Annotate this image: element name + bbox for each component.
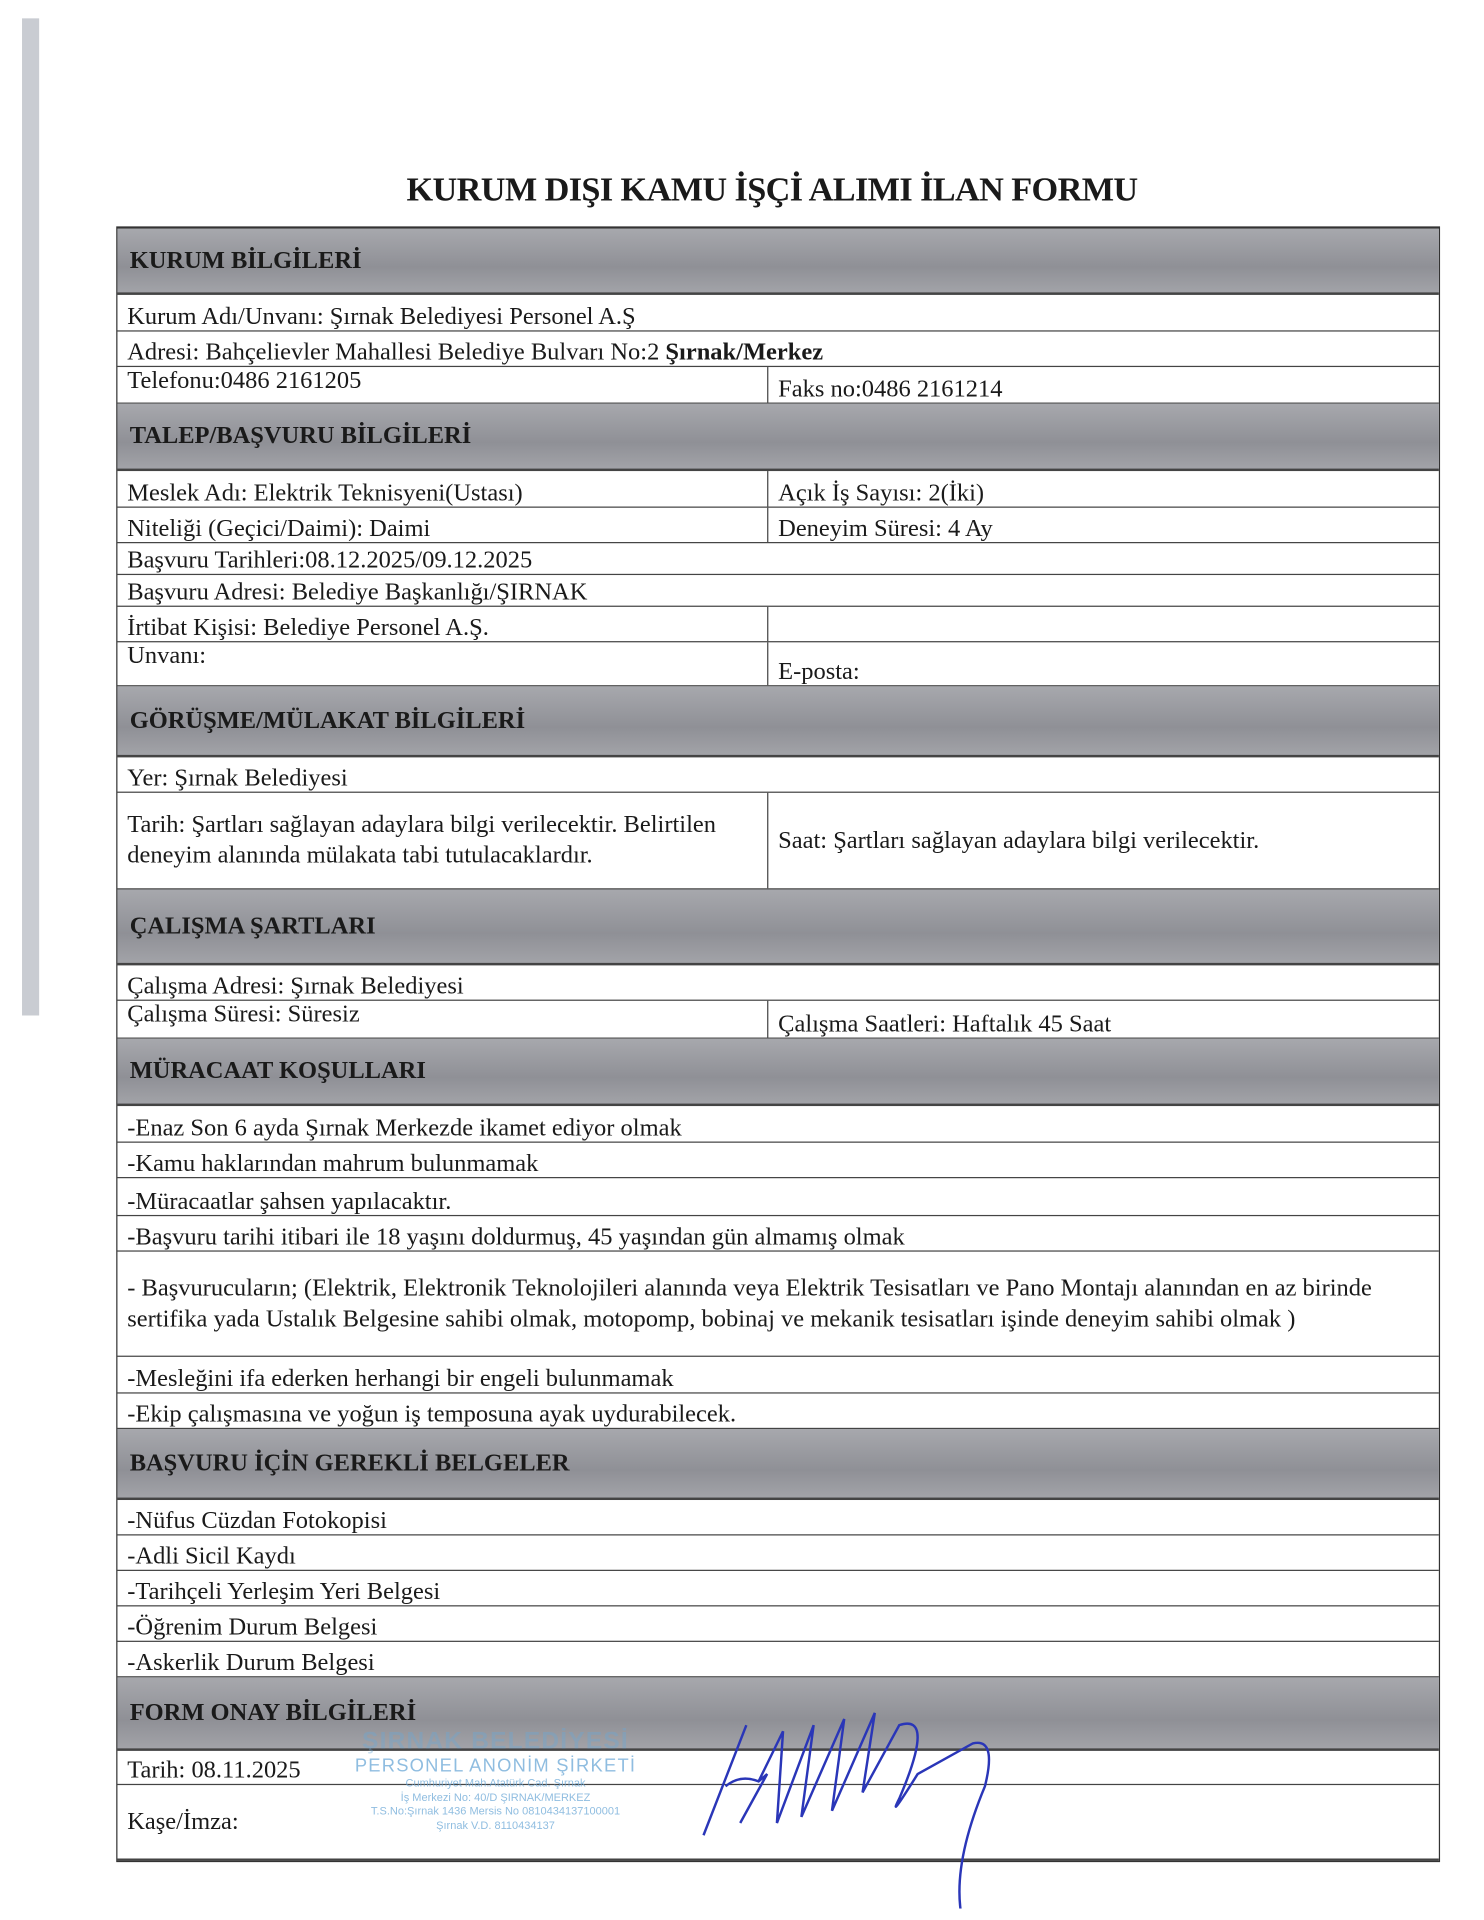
stamp-line: T.S.No:Şırnak 1436 Mersis No 0810434137100001 — [370, 1805, 621, 1818]
condition-item — [117, 1106, 1438, 1143]
calisma-suresi: Çalışma Süresi: Süresiz — [117, 1001, 768, 1038]
stamp-line: PERSONEL ANONİM ŞİRKETİ — [354, 1755, 637, 1777]
document-item — [117, 1606, 1438, 1641]
condition-text: -Ekip çalışmasına ve yoğun iş temposuna ayak uydurabilecek. — [127, 1400, 737, 1428]
form-row — [117, 1001, 1438, 1039]
document-text: -Tarihçeli Yerleşim Yeri Belgesi — [127, 1578, 441, 1606]
stamp-line: Cumhuriyet Mah.Atatürk Cad. Şırnak — [405, 1776, 586, 1789]
kurum-adres — [117, 332, 1438, 366]
acik-is-sayisi: Açık İş Sayısı: 2(İki) — [778, 479, 985, 507]
document-item — [117, 1642, 1438, 1677]
adres-city: Şırnak/Merkez — [665, 338, 824, 366]
calisma-adresi: Çalışma Adresi: Şırnak Belediyesi — [127, 972, 464, 1000]
condition-item — [117, 1357, 1438, 1394]
form-row — [117, 367, 1438, 404]
empty-cell — [768, 607, 1438, 641]
calisma-saatleri: Çalışma Saatleri: Haftalık 45 Saat — [778, 1010, 1112, 1038]
form-row — [117, 607, 1438, 642]
section-header-calisma: ÇALIŞMA ŞARTLARI — [117, 889, 1438, 965]
meslek-adi: Meslek Adı: Elektrik Teknisyeni(Ustası) — [117, 471, 768, 506]
form-row — [117, 471, 1438, 508]
eposta: E-posta: — [778, 658, 860, 686]
adres-text: Adresi: Bahçelievler Mahallesi Belediye Bulvarı No:2 — [127, 338, 660, 366]
document-item — [117, 1500, 1438, 1535]
condition-text: -Kamu haklarından mahrum bulunmamak — [127, 1150, 539, 1178]
document-item — [117, 1571, 1438, 1606]
section-header-gorusme: GÖRÜŞME/MÜLAKAT BİLGİLERİ — [117, 686, 1438, 757]
gorusme-tarih: Tarih: Şartları sağlayan adaylara bilgi verilecektir. Belirtilen deneyim alanında mülakata tabi tutulacaklardır. — [117, 793, 768, 888]
form-row — [117, 508, 1438, 543]
basvuru-tarihleri: Başvuru Tarihleri:08.12.2025/09.12.2025 — [127, 546, 533, 574]
form-row — [117, 575, 1438, 607]
form-title: KURUM DIŞI KAMU İŞÇİ ALIMI İLAN FORMU — [406, 171, 1138, 210]
document-text: -Adli Sicil Kaydı — [127, 1542, 296, 1570]
company-stamp — [330, 1728, 660, 1834]
form-row — [117, 793, 1438, 890]
kurum-adi: Kurum Adı/Unvanı: Şırnak Belediyesi Personel A.Ş — [127, 303, 636, 331]
section-header-onay: FORM ONAY BİLGİLERİ — [117, 1677, 1438, 1750]
document-text: -Askerlik Durum Belgesi — [127, 1649, 375, 1677]
scan-edge-stripe — [22, 18, 39, 1015]
condition-text: - Başvurucuların; (Elektrik, Elektronik Teknolojileri alanında veya Elektrik Tesisatları ve Pano Montajı alanından en az birinde sertifika yada Ustalık Belgesine sahibi olmak, motopomp, bobinaj ve mekanik tesisatları işinde deneyim sahibi olmak ) — [127, 1274, 1372, 1332]
faks: Faks no:0486 2161214 — [778, 375, 1003, 403]
condition-text: -Müracaatlar şahsen yapılacaktır. — [127, 1188, 452, 1215]
form-row — [117, 965, 1438, 1000]
form-row — [117, 543, 1438, 575]
condition-item — [117, 1178, 1438, 1216]
deneyim-suresi: Deneyim Süresi: 4 Ay — [778, 515, 993, 543]
irtibat-kisisi: İrtibat Kişisi: Belediye Personel A.Ş. — [117, 607, 768, 641]
condition-item — [117, 1143, 1438, 1178]
section-header-belgeler: BAŞVURU İÇİN GEREKLİ BELGELER — [117, 1429, 1438, 1500]
unvan: Unvanı: — [117, 642, 768, 685]
section-header-kurum: KURUM BİLGİLERİ — [117, 229, 1438, 295]
basvuru-adresi: Başvuru Adresi: Belediye Başkanlığı/ŞIRNAK — [127, 578, 588, 606]
section-header-talep: TALEP/BAŞVURU BİLGİLERİ — [117, 404, 1438, 471]
form-row — [117, 332, 1438, 367]
onay-tarih: Tarih: 08.11.2025 — [127, 1756, 301, 1784]
condition-item — [117, 1394, 1438, 1429]
condition-item — [117, 1216, 1438, 1251]
kase-imza: Kaşe/İmza: — [127, 1807, 239, 1835]
nitelik: Niteliği (Geçici/Daimi): Daimi — [117, 508, 768, 542]
form-row — [117, 295, 1438, 332]
form-row — [117, 642, 1438, 686]
document-text: -Öğrenim Durum Belgesi — [127, 1613, 378, 1641]
form-row — [117, 757, 1438, 792]
condition-item — [117, 1252, 1438, 1357]
condition-text: -Başvuru tarihi itibari ile 18 yaşını doldurmuş, 45 yaşından gün almamış olmak — [127, 1223, 905, 1251]
section-header-muracaat: MÜRACAAT KOŞULLARI — [117, 1039, 1438, 1106]
document-text: -Nüfus Cüzdan Fotokopisi — [127, 1507, 387, 1535]
gorusme-yer: Yer: Şırnak Belediyesi — [127, 764, 348, 792]
stamp-line: ŞIRNAK BELEDİYESİ — [362, 1727, 629, 1755]
announcement-form — [116, 226, 1440, 1862]
document-item — [117, 1535, 1438, 1570]
stamp-line: İş Merkezi No: 40/D ŞIRNAK/MERKEZ — [400, 1790, 591, 1804]
signature — [691, 1701, 1119, 1909]
stamp-line: Şırnak V.D. 8110434137 — [436, 1819, 555, 1832]
gorusme-saat: Saat: Şartları sağlayan adaylara bilgi verilecektir. — [778, 826, 1260, 854]
telefon: Telefonu:0486 2161205 — [117, 367, 768, 402]
condition-text: -Mesleğini ifa ederken herhangi bir engeli bulunmamak — [127, 1365, 674, 1393]
condition-text: -Enaz Son 6 ayda Şırnak Merkezde ikamet ediyor olmak — [127, 1114, 682, 1142]
